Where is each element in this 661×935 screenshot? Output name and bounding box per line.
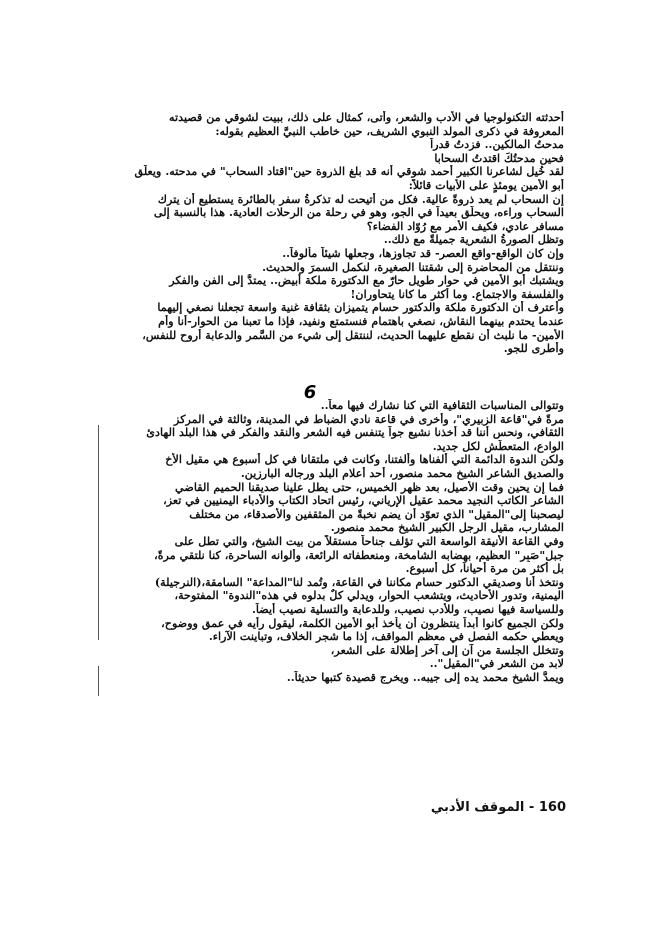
paragraph-line: ونتخذ أنا وصديقي الدكتور حسام مكاننا في القاعة، وتُمد لنا"المداعة" السامقة،(النرجيلة) [154, 575, 564, 589]
paragraph-line: الثقافي، ونحس أننا قد أخذنا نشيع جواً يتنفس فيه الشعر والنقد والفكر في هذا البلد الهادئ [146, 426, 564, 440]
paragraph-line: وأطرى للجو. [503, 342, 564, 356]
paragraph-line: مسافر عادي، فكيف الأمر مع رُوّاد الفضاء؟ [366, 219, 564, 233]
page-footer [380, 800, 566, 815]
footer-separator: - [524, 800, 535, 815]
paragraph-line: وتتخلل الجلسة من آن إلى آخر إطلالة على الشعر، [330, 643, 564, 657]
paragraph-line: ولكن الندوة الدائمة التي ألفناها وألفتنا، وكانت في ملتقانا في كل أسبوع هي مقيل الأخ [165, 453, 564, 467]
poem-verse: مدحتُ المالكين.. فزدتُ قدراً [430, 138, 564, 152]
paragraph-line: جبل"صَبِر" العظيم، بهضابه الشامخة، ومنعطفاته الرائعة، وألوانه الساحرة، كنا نلتقي مرةً، [154, 548, 564, 562]
paragraph-line: وللسياسة فيها نصيب، وللأدب نصيب، وللدعابة والتسلية نصيب أيضاً. [251, 602, 564, 616]
paragraph-line: اليمنية، وتدور الأحاديث، ويتشعب الحوار، ويدلي كلٌ بدلوه في هذه"الندوة" المفتوحة، [174, 589, 564, 603]
journal-name: الموقف الأدبي [430, 800, 525, 815]
paragraph-line: ليصحبنا إلى"المقيل" الذي تعوّد أن يضم نخبةً من المثقفين والأصدقاء، من مختلف [189, 507, 564, 521]
paragraph-line: ولكن الجميع كانوا أبداً ينتظرون أن يأخذ أبو الأمين الكلمة، ليقول رأيه في عمق ووضوح، [161, 616, 564, 630]
paragraph-line: المشارب، مقيل الرجل الكبير الشيخ محمد منصور. [330, 521, 564, 535]
paragraph-line: أحدثته التكنولوجيا في الأدب والشعر، وأتى، كمثال على ذلك، ببيت لشوقي من قصيدته [168, 111, 564, 124]
paragraph-line: عندما يحتدم بينهما النقاش، نصغي باهتمام فنستمتع ونفيد، فإذا ما تعبنا من الحوار-أنا وأم [158, 314, 564, 328]
paragraph-line: والفلسفة والاجتماع. وما أكثر ما كانا يتحاوران! [350, 287, 564, 301]
paragraph-line: السحاب وراءه، ويحلّق بعيداً في الجو، وهو في رحلة من الرحلات العادية. هذا بالنسبة إلى [153, 206, 564, 220]
paragraph-line: وننتقل من المحاضرة إلى شقتنا الصغيرة، لنكمل السمرَ والحديث. [262, 260, 564, 274]
text-block-1 [96, 111, 564, 356]
page-number: 160 [538, 800, 566, 815]
text-block-2 [96, 399, 564, 684]
paragraph-line: وأعترف أن الدكتورة ملكة والدكتور حسام يتميزان بثقافة غنية واسعة تجعلنا نصغي إليهما [157, 301, 564, 315]
paragraph-line: لقد خُيل لشاعرنا الكبير أحمد شوقي أنه قد بلغ الذروة حين"اقتاد السحاب" في مدحته. ويعلّق [134, 165, 564, 179]
paragraph-line: أبو الأمين يومئذٍ على الأبيات قائلاً: [408, 178, 564, 192]
section-number: 6 [303, 382, 317, 403]
paragraph-line: لابد من الشعر في"المقيل".. [429, 657, 564, 671]
paragraph-line: وتظل الصورةُ الشعرية جميلةً مع ذلك.. [383, 233, 564, 247]
paragraph-line: بل أكثر من مرة أحياناً، كل أسبوع. [405, 562, 564, 576]
paragraph-line: إن السحاب لم يعد ذروةً عالية. فكل من أتيحت له تذكرةُ سفر بالطائرة يستطيع أن يترك [157, 192, 564, 206]
poem-verse: فحين مدحتُكَ اقتدتُ السحابا [434, 151, 564, 165]
paragraph-line: ويعطي حكمه الفصل في معظم المواقف، إذا ما شجر الخلاف، وتباينت الآراء. [208, 630, 564, 644]
paragraph-line: والصديق الشاعر الشيخ محمد منصور، أحد أعلام البلد ورجاله البارزين. [240, 466, 564, 480]
paragraph-line: الأمين- ما نلبث أن نقطع عليهما الحديث، لننتقل إلى شيء من السَّمر والدعابة أروح للنفس، [142, 328, 564, 342]
paragraph-line: مرةً في"قاعة الزبيري"، وأخرى في قاعة نادي الضباط في المدينة، وثالثة في المركز [174, 412, 564, 426]
paragraph-line: وتتوالى المناسبات الثقافية التي كنا نشارك فيها معاً.. [320, 399, 564, 412]
paragraph-line: وإن كان الواقع-واقع العصر- قد تجاوزها، وجعلها شيئاً مألوفاً.. [282, 246, 564, 260]
paragraph-line: فما إن يحين وقت الأصيل، بعد ظهر الخميس، حتى يطل علينا صديقنا الحميم القاضي [175, 480, 564, 494]
paragraph-line: ويمدُّ الشيخ محمد يده إلى جيبه.. ويخرج قصيدة كتبها حديثاً.. [286, 670, 564, 684]
paragraph-line: وفي القاعة الأنيقة الواسعة التي تؤلف جناحاً مستقلاً من بيت الشيخ، والتي تطل على [174, 534, 564, 548]
paragraph-line: الوادع، المتعطّش لكل جديد. [432, 439, 564, 453]
paragraph-line: ويشتبك أبو الأمين في حوار طويل حارّ مع الدكتورة ملكة أبيض.. يمتدُّ إلى الفن والفكر [169, 274, 564, 288]
paragraph-line: المعروفة في ذكرى المولد النبوي الشريف، حين خاطب النبيَّ العظيم بقوله: [215, 124, 564, 138]
paragraph-line: الشاعر الكاتب النجيد محمد عقيل الإرياني، رئيس اتحاد الكتاب والأدباء اليمنيين في تعز، [163, 494, 564, 508]
